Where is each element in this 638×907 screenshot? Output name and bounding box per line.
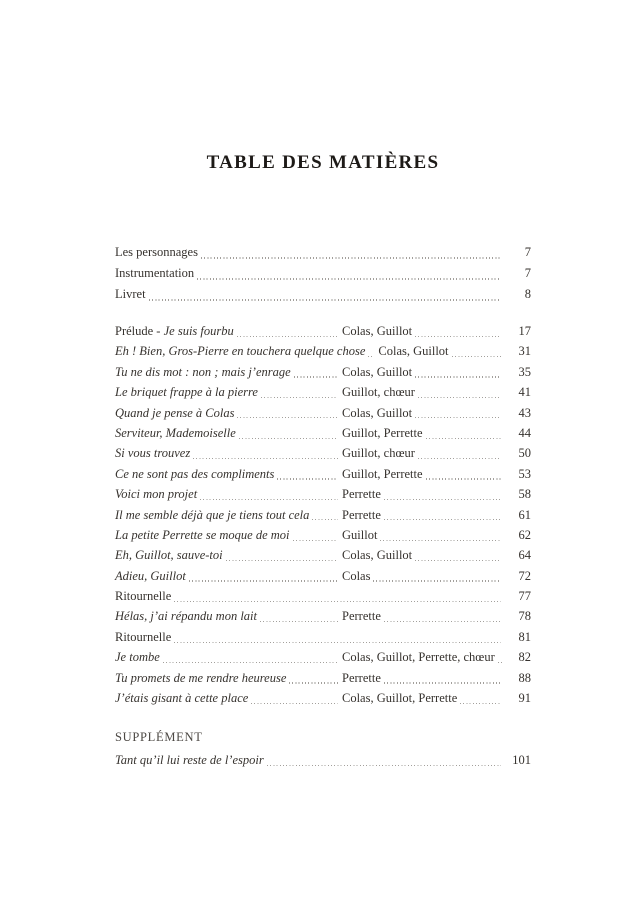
entry-performers: Colas, Guillot, Perrette, chœur xyxy=(342,650,495,665)
entry-title-column xyxy=(115,627,505,647)
dot-leader xyxy=(498,662,504,663)
supplement-heading: SUPPLÉMENT xyxy=(115,730,203,744)
entry-performers: Guillot, chœur xyxy=(342,385,415,400)
dot-leader xyxy=(201,257,501,258)
entry-title-column xyxy=(115,545,342,565)
dot-leader xyxy=(415,336,501,337)
entry-title-column xyxy=(115,586,505,606)
entry-title-text: Quand je pense à Colas xyxy=(115,405,235,420)
entry-title-text: Livret xyxy=(115,287,146,301)
entry-page-number: 62 xyxy=(518,527,531,542)
dot-leader xyxy=(251,703,338,704)
toc-row xyxy=(115,263,531,284)
entry-title xyxy=(115,668,286,688)
toc-row xyxy=(115,750,531,771)
dot-leader xyxy=(418,397,501,398)
dot-leader xyxy=(415,417,501,418)
entry-title-column xyxy=(115,606,342,626)
entry-performers-column xyxy=(342,362,505,382)
entry-title-text: Ritournelle xyxy=(115,629,172,644)
entry-title-column xyxy=(115,484,342,504)
dot-leader xyxy=(368,356,374,357)
supplement-list xyxy=(115,750,531,771)
entry-title-text: Le briquet frappe à la pierre xyxy=(115,385,258,400)
entry-title xyxy=(115,443,190,463)
dot-leader xyxy=(239,438,338,439)
dot-leader xyxy=(260,621,338,622)
dot-leader xyxy=(452,356,501,357)
dot-leader xyxy=(174,642,501,643)
toc-row xyxy=(115,688,531,708)
entry-performers: Colas, Guillot xyxy=(378,344,449,359)
entry-title xyxy=(115,403,234,423)
supplement-section xyxy=(115,727,531,771)
dot-leader xyxy=(415,376,501,377)
entry-title xyxy=(115,242,198,263)
entry-title-text: J’étais gisant à cette place xyxy=(115,691,249,706)
entry-title xyxy=(115,362,291,382)
dot-leader xyxy=(312,519,338,520)
entry-page-number: 17 xyxy=(518,324,531,338)
dot-leader xyxy=(237,417,338,418)
entry-page-number: 64 xyxy=(518,548,531,563)
dot-leader xyxy=(261,397,338,398)
entry-performers-column xyxy=(378,341,505,361)
entry-title-column xyxy=(115,566,342,586)
toc-row xyxy=(115,341,531,361)
entry-page-number: 101 xyxy=(512,752,531,767)
entry-performers-column xyxy=(342,321,505,341)
entry-title-text: Tant qu’il lui reste de l’espoir xyxy=(115,752,264,767)
dot-leader xyxy=(373,580,501,581)
entry-title xyxy=(115,505,309,525)
toc-row xyxy=(115,321,531,341)
entry-performers-column xyxy=(342,382,505,402)
dot-leader xyxy=(226,560,338,561)
dot-leader xyxy=(189,580,338,581)
entry-title-text: Hélas, j’ai répandu mon lait xyxy=(115,609,258,624)
toc-row xyxy=(115,545,531,565)
dot-leader xyxy=(193,458,338,459)
entry-title xyxy=(115,423,236,443)
entry-title xyxy=(115,688,248,708)
entry-performers: Guillot, Perrette xyxy=(342,466,423,481)
toc-row xyxy=(115,525,531,545)
entry-title-column xyxy=(115,750,505,771)
entry-page-number: 78 xyxy=(518,609,531,624)
entry-performers-column xyxy=(342,484,505,504)
entry-title-text: Tu promets de me rendre heureuse xyxy=(115,670,287,685)
entry-title-column xyxy=(115,242,505,263)
entry-title xyxy=(115,464,274,484)
dot-leader xyxy=(384,519,501,520)
entry-title xyxy=(115,545,223,565)
dot-leader xyxy=(426,478,501,479)
dot-leader xyxy=(237,336,338,337)
entry-title-text: Les personnages xyxy=(115,245,198,259)
entry-title-text: Ce ne sont pas des compliments xyxy=(115,466,275,481)
entry-performers: Colas, Guillot xyxy=(342,364,413,379)
entry-page-number: 50 xyxy=(518,446,531,461)
entry-title-text: Tu ne dis mot : non ; mais j’enrage xyxy=(115,364,291,379)
toc-row xyxy=(115,443,531,463)
entry-title-column xyxy=(115,403,342,423)
entry-page-number: 43 xyxy=(518,405,531,420)
entry-title-text: Je suis fourbu xyxy=(163,324,234,338)
entry-performers-column xyxy=(342,688,505,708)
entry-performers: Colas, Guillot, Perrette xyxy=(342,691,458,706)
toc-row xyxy=(115,647,531,667)
entry-title-column xyxy=(115,423,342,443)
entry-title-column xyxy=(115,505,342,525)
entry-title-text: Adieu, Guillot xyxy=(115,568,186,583)
dot-leader xyxy=(384,499,501,500)
dot-leader xyxy=(384,682,501,683)
entry-performers: Perrette xyxy=(342,670,381,685)
entry-page-number: 61 xyxy=(518,507,531,522)
toc-row xyxy=(115,484,531,504)
toc-row xyxy=(115,242,531,263)
entry-title-column xyxy=(115,443,342,463)
entry-page-number: 91 xyxy=(518,691,531,706)
entry-performers: Colas, Guillot xyxy=(342,405,413,420)
dot-leader xyxy=(289,682,338,683)
dot-leader xyxy=(174,601,501,602)
entry-page-number: 88 xyxy=(518,670,531,685)
toc-row xyxy=(115,668,531,688)
entry-performers-column xyxy=(342,668,505,688)
entry-performers-column xyxy=(342,566,505,586)
entry-title-column xyxy=(115,382,342,402)
dot-leader xyxy=(197,278,501,279)
entry-page-number: 31 xyxy=(518,344,531,359)
entry-title-column xyxy=(115,263,505,284)
dot-leader xyxy=(418,458,501,459)
entry-performers-column xyxy=(342,443,505,463)
entry-title-text: La petite Perrette se moque de moi xyxy=(115,527,290,542)
dot-leader xyxy=(426,438,501,439)
entry-title xyxy=(115,627,171,647)
entry-page-number: 7 xyxy=(524,245,531,259)
entry-title-column xyxy=(115,284,505,305)
entry-performers-column xyxy=(342,403,505,423)
entry-title-column xyxy=(115,341,378,361)
entry-performers: Perrette xyxy=(342,609,381,624)
entry-title xyxy=(115,586,171,606)
entry-title-column xyxy=(115,668,342,688)
entry-performers: Guillot, chœur xyxy=(342,446,415,461)
entry-page-number: 58 xyxy=(518,487,531,502)
entry-title-column xyxy=(115,647,342,667)
toc-row xyxy=(115,382,531,402)
entry-title xyxy=(115,263,194,284)
entry-page-number: 35 xyxy=(518,364,531,379)
entry-page-number: 41 xyxy=(518,385,531,400)
entry-page-number: 7 xyxy=(524,266,531,280)
entry-performers: Guillot, Perrette xyxy=(342,425,423,440)
entry-title-column xyxy=(115,525,342,545)
entry-page-number: 81 xyxy=(518,629,531,644)
entry-title xyxy=(115,750,264,771)
front-matter-list xyxy=(115,242,531,305)
entry-title xyxy=(115,341,365,361)
entry-page-number: 44 xyxy=(518,425,531,440)
dot-leader xyxy=(149,299,501,300)
toc-row xyxy=(115,403,531,423)
entry-title xyxy=(115,484,197,504)
entry-title-column xyxy=(115,321,342,341)
entry-title xyxy=(115,647,160,667)
entry-page-number: 77 xyxy=(518,589,531,604)
entry-page-number: 53 xyxy=(518,466,531,481)
toc-row xyxy=(115,464,531,484)
entry-title-column xyxy=(115,362,342,382)
entry-title-text: Voici mon projet xyxy=(115,487,198,502)
entry-performers-column xyxy=(342,464,505,484)
entry-performers: Colas, Guillot xyxy=(342,548,413,563)
dot-leader xyxy=(200,499,338,500)
entry-title-text: Ritournelle xyxy=(115,589,172,604)
entry-performers: Colas, Guillot xyxy=(342,324,413,338)
dot-leader xyxy=(384,621,501,622)
entry-title xyxy=(115,284,146,305)
entry-title-text: Eh ! Bien, Gros-Pierre en touchera quelque chose xyxy=(115,344,366,359)
entry-title-column xyxy=(115,464,342,484)
toc-row xyxy=(115,566,531,586)
entry-title xyxy=(115,566,186,586)
entry-title-text: Eh, Guillot, sauve-toi xyxy=(115,548,223,563)
entry-title xyxy=(115,382,258,402)
entry-title-text: Si vous trouvez xyxy=(115,446,191,461)
toc-row xyxy=(115,586,531,606)
entry-performers: Colas xyxy=(342,568,371,583)
entry-page-number: 8 xyxy=(524,287,531,301)
entry-title xyxy=(115,321,234,341)
entry-performers: Perrette xyxy=(342,507,381,522)
entry-title-column xyxy=(115,688,342,708)
entry-performers-column xyxy=(342,525,505,545)
entry-title-prefix: Prélude - xyxy=(115,324,164,338)
entry-title-text: Instrumentation xyxy=(115,266,195,280)
entry-performers-column xyxy=(342,423,505,443)
dot-leader xyxy=(460,703,501,704)
dot-leader xyxy=(293,540,339,541)
entry-performers: Guillot xyxy=(342,527,378,542)
dot-leader xyxy=(415,560,501,561)
entry-performers: Perrette xyxy=(342,487,381,502)
entry-performers-column xyxy=(342,606,505,626)
toc-row xyxy=(115,505,531,525)
entry-performers-column xyxy=(342,505,505,525)
toc-row xyxy=(115,606,531,626)
entry-page-number: 82 xyxy=(518,650,531,665)
toc-row xyxy=(115,423,531,443)
entry-performers-column xyxy=(342,647,505,667)
dot-leader xyxy=(294,376,338,377)
page-title: TABLE DES MATIÈRES xyxy=(206,152,440,173)
toc-row xyxy=(115,627,531,647)
dot-leader xyxy=(277,478,338,479)
toc-row xyxy=(115,284,531,305)
entry-title-text: Je tombe xyxy=(115,650,160,665)
pieces-list xyxy=(115,321,531,708)
toc-row xyxy=(115,362,531,382)
entry-title xyxy=(115,525,290,545)
entry-title-text: Serviteur, Mademoiselle xyxy=(115,425,236,440)
entry-page-number: 72 xyxy=(518,568,531,583)
entry-title xyxy=(115,606,257,626)
entry-performers-column xyxy=(342,545,505,565)
dot-leader xyxy=(267,765,501,766)
entry-title-text: Il me semble déjà que je tiens tout cela xyxy=(115,507,310,522)
dot-leader xyxy=(163,662,338,663)
dot-leader xyxy=(380,540,501,541)
